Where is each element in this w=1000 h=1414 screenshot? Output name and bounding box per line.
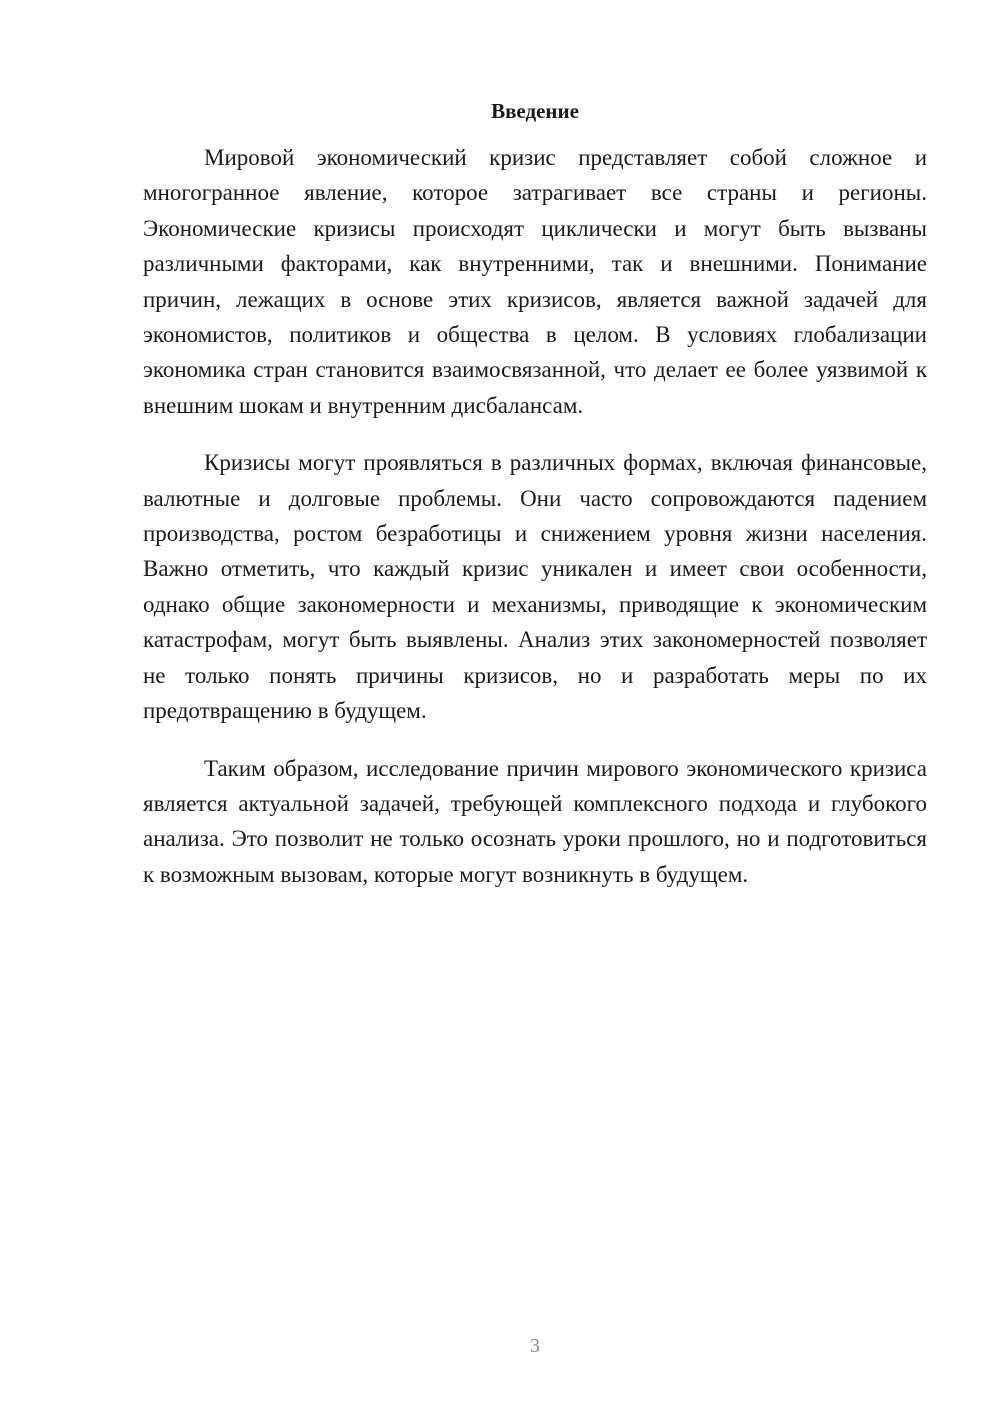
paragraph-2: Кризисы могут проявляться в различных формах, включая финансовые, валютные и долговые проблемы. Они часто сопровождаются падением производства, ростом безработицы и снижением уровня жизни населения. Важно отметить, что каждый кризис уникален и имеет свои особенности, однако общие закономерности и механизмы, приводящие к экономическим катастрофам, могут быть выявлены. Анализ этих закономерностей позволяет не только понять причины кризисов, но и разработать меры по их предотвращению в будущем.: [143, 450, 927, 724]
page-number: 3: [530, 1335, 540, 1357]
paragraph-3: Таким образом, исследование причин мирового экономического кризиса является актуальной задачей, требующей комплексного подхода и глубокого анализа. Это позволит не только осознать уроки прошлого, но и подготовиться к возможным вызовам, которые могут возникнуть в будущем.: [143, 755, 927, 887]
page-content: [143, 98, 927, 914]
section-title: Введение: [491, 99, 579, 123]
paragraph-1: Мировой экономический кризис представляет собой сложное и многогранное явление, которое затрагивает все страны и регионы. Экономические кризисы происходят циклически и могут быть вызваны различными факторами, как внутренними, так и внешними. Понимание причин, лежащих в основе этих кризисов, является важной задачей для экономистов, политиков и общества в целом. В условиях глобализации экономика стран становится взаимосвязанной, что делает ее более уязвимой к внешним шокам и внутренним дисбалансам.: [143, 145, 927, 418]
